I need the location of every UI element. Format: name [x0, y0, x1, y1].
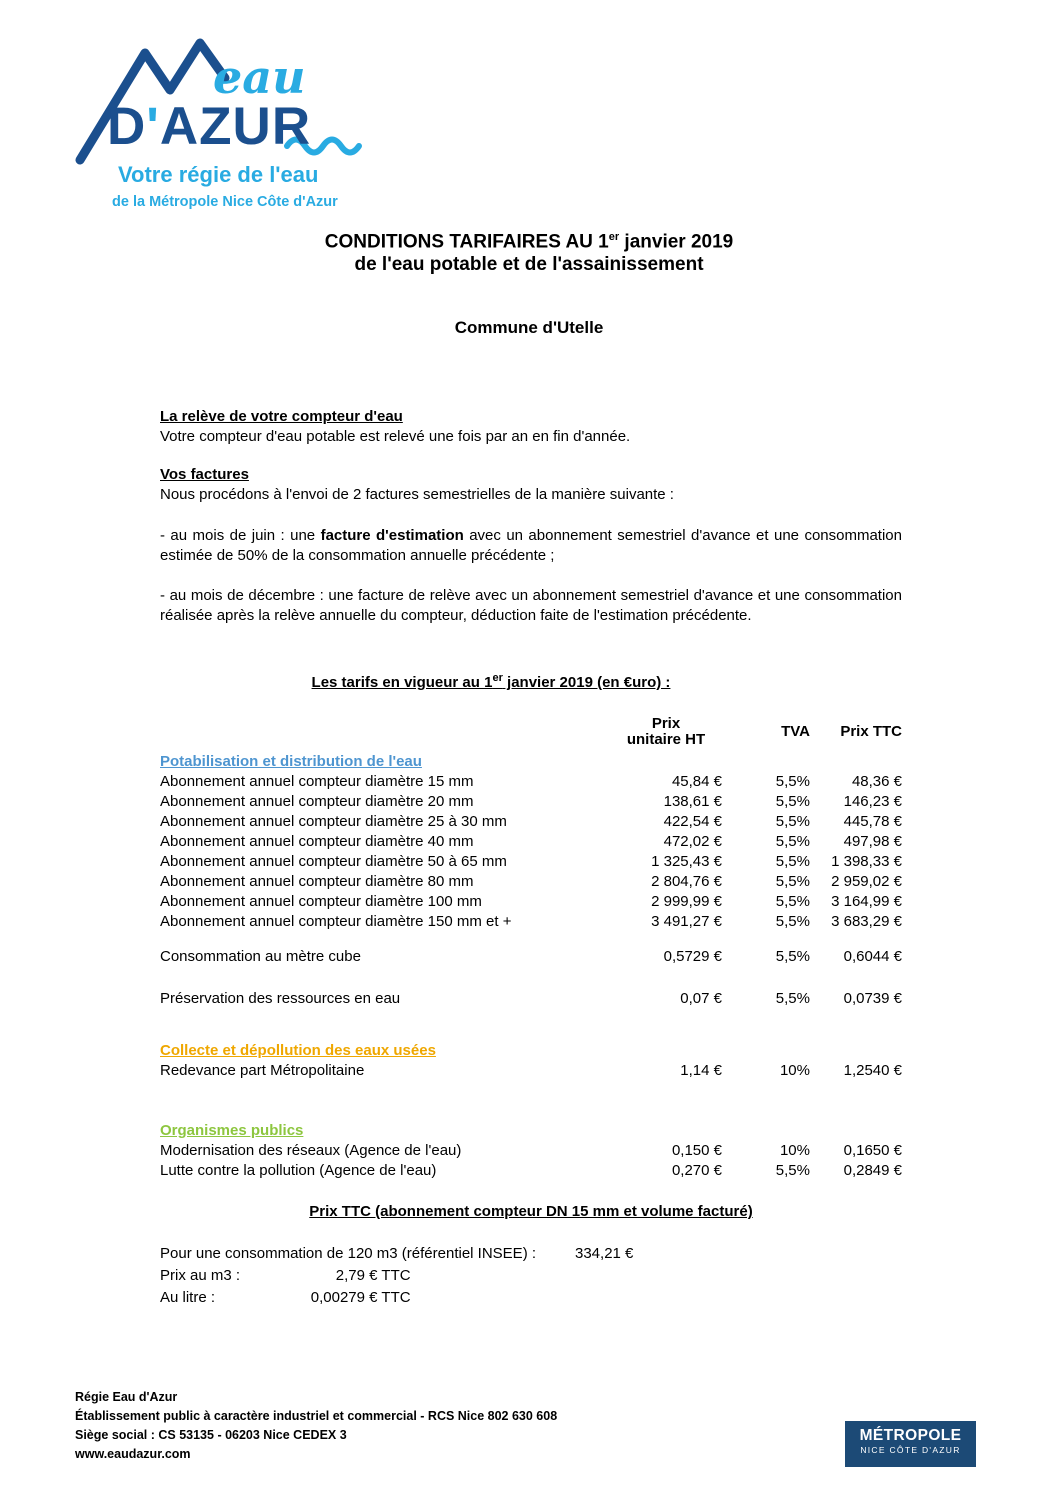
table-row	[160, 792, 902, 812]
row-tva: 5,5%	[775, 948, 810, 965]
header-label-cell	[160, 716, 605, 748]
footer-legal: Établissement public à caractère industriel et commercial - RCS Nice 802 630 608	[75, 1409, 558, 1423]
logo-tagline-2: de la Métropole Nice Côte d'Azur	[112, 194, 338, 210]
commune-title: Commune d'Utelle	[454, 318, 604, 337]
conso-line-m3	[160, 1265, 902, 1287]
row-label: Lutte contre la pollution (Agence de l'eau)	[160, 1162, 437, 1179]
footer-website-link[interactable]: www.eaudazur.com	[75, 1447, 191, 1461]
row-label: Redevance part Métropolitaine	[160, 1062, 365, 1079]
group-heading-potabilisation: Potabilisation et distribution de l'eau	[160, 753, 422, 770]
tarifs-heading-pre: Les tarifs en vigueur au 1	[311, 674, 493, 691]
row-tva: 10%	[779, 1062, 810, 1079]
factures-heading: Vos factures	[160, 466, 249, 483]
row-label: Abonnement annuel compteur diamètre 25 à 30 mm	[160, 813, 507, 830]
row-ttc: 0,1650 €	[843, 1142, 902, 1159]
row-ht: 138,61 €	[663, 793, 722, 810]
page-title	[0, 226, 1058, 276]
title-superscript: er	[608, 231, 620, 243]
conso-value: 0,00279	[310, 1289, 365, 1306]
row-tva: 5,5%	[775, 813, 810, 830]
logo-letter-d: D	[107, 97, 147, 156]
droplet-apostrophe-icon: '	[146, 97, 160, 156]
row-label: Abonnement annuel compteur diamètre 15 mm	[160, 773, 474, 790]
row-ttc: 2 959,02 €	[831, 873, 902, 890]
conso-value: 334,21 €	[575, 1245, 634, 1262]
row-label: Préservation des ressources en eau	[160, 990, 401, 1007]
spacer	[160, 1081, 902, 1121]
table-row	[160, 772, 902, 792]
row-ttc: 1,2540 €	[843, 1062, 902, 1079]
row-tva: 5,5%	[775, 873, 810, 890]
table-row-consommation	[160, 947, 902, 967]
table-header-row	[160, 716, 902, 748]
table-row	[160, 812, 902, 832]
bullet-decembre: - au mois de décembre : une facture de relève avec un abonnement semestriel d'avance et une consommation réalisée après la relève annuelle du compteur, déduction faite de l'estimation précédente.	[160, 587, 902, 624]
row-ht: 1 325,43 €	[651, 853, 722, 870]
row-ht: 45,84 €	[671, 773, 722, 790]
footer	[75, 1388, 557, 1464]
metropole-title: MÉTROPOLE	[859, 1427, 962, 1444]
conso-label: Prix au m3 :	[160, 1267, 241, 1284]
section-releve	[160, 407, 902, 447]
bullet-juin-post: avec un abonnement semestriel d'avance et une consommation estimée de 50% de la consommation annuelle précédente ;	[160, 527, 902, 564]
row-ht: 472,02 €	[663, 833, 722, 850]
row-ttc: 0,6044 €	[843, 948, 902, 965]
tarifs-heading-post: janvier 2019 (en €uro) :	[502, 674, 671, 691]
row-ht: 2 999,99 €	[651, 893, 722, 910]
conso-value: 2,79	[335, 1267, 365, 1284]
row-label: Modernisation des réseaux (Agence de l'eau)	[160, 1142, 462, 1159]
header-ht-line1: Prix	[651, 715, 681, 732]
row-ttc: 1 398,33 €	[831, 853, 902, 870]
logo-word-eau: eau	[213, 50, 306, 104]
conso-unit: € TTC	[365, 1289, 411, 1306]
row-label: Consommation au mètre cube	[160, 948, 361, 965]
row-tva: 5,5%	[775, 833, 810, 850]
conso-line-120m3	[160, 1243, 902, 1265]
bullet-juin	[160, 526, 902, 566]
row-ht: 422,54 €	[663, 813, 722, 830]
conso-label: Au litre :	[160, 1289, 216, 1306]
header-prix-unitaire-ht	[605, 716, 727, 748]
row-tva: 5,5%	[775, 793, 810, 810]
row-ttc: 146,23 €	[843, 793, 902, 810]
header-prix-ttc: Prix TTC	[840, 723, 902, 740]
row-tva: 5,5%	[775, 853, 810, 870]
row-ht: 0,5729 €	[663, 948, 722, 965]
metropole-subtitle: NICE CÔTE D'AZUR	[860, 1445, 961, 1455]
row-label: Abonnement annuel compteur diamètre 80 mm	[160, 873, 474, 890]
footer-address: Siège social : CS 53135 - 06203 Nice CEDEX 3	[75, 1428, 347, 1442]
row-ttc: 497,98 €	[843, 833, 902, 850]
row-tva: 5,5%	[775, 893, 810, 910]
header-tva: TVA	[781, 723, 810, 740]
row-tva: 10%	[779, 1142, 810, 1159]
table-row	[160, 892, 902, 912]
spacer	[160, 1009, 902, 1041]
title-line-1-text: CONDITIONS TARIFAIRES AU 1	[324, 231, 609, 253]
tarifs-heading-superscript: er	[492, 672, 503, 684]
row-ht: 0,07 €	[680, 990, 722, 1007]
row-ht: 3 491,27 €	[651, 913, 722, 930]
row-tva: 5,5%	[775, 913, 810, 930]
releve-heading: La relève de votre compteur d'eau	[160, 408, 403, 425]
row-ttc: 0,0739 €	[843, 990, 902, 1007]
bullet-juin-bold: facture d'estimation	[320, 527, 464, 544]
eau-dazur-logo	[75, 38, 415, 218]
factures-body: Nous procédons à l'envoi de 2 factures semestrielles de la manière suivante :	[160, 486, 674, 503]
spacer	[160, 932, 902, 947]
tarifs-heading	[120, 668, 862, 693]
table-row-lutte	[160, 1161, 902, 1181]
conso-line-litre	[160, 1287, 902, 1309]
row-ht: 1,14 €	[680, 1062, 722, 1079]
row-ttc: 3 164,99 €	[831, 893, 902, 910]
row-ttc: 445,78 €	[843, 813, 902, 830]
row-ttc: 48,36 €	[851, 773, 902, 790]
title-line-1	[0, 226, 1058, 253]
row-label: Abonnement annuel compteur diamètre 40 mm	[160, 833, 474, 850]
group-heading-organismes: Organismes publics	[160, 1122, 304, 1139]
title-line-1-date: janvier 2019	[619, 231, 734, 253]
row-ht: 0,150 €	[671, 1142, 722, 1159]
spacer	[160, 967, 902, 989]
group-heading-collecte: Collecte et dépollution des eaux usées	[160, 1042, 436, 1059]
row-label: Abonnement annuel compteur diamètre 50 à 65 mm	[160, 853, 507, 870]
table-row-redevance	[160, 1061, 902, 1081]
logo-word-dazur	[107, 96, 311, 157]
footer-company: Régie Eau d'Azur	[75, 1390, 178, 1404]
prix-ttc-heading: Prix TTC (abonnement compteur DN 15 mm et volume facturé)	[309, 1203, 753, 1220]
row-ttc: 0,2849 €	[843, 1162, 902, 1179]
row-tva: 5,5%	[775, 773, 810, 790]
bullet-juin-pre: - au mois de juin : une	[160, 527, 321, 544]
table-row	[160, 852, 902, 872]
row-tva: 5,5%	[775, 1162, 810, 1179]
row-ttc: 3 683,29 €	[831, 913, 902, 930]
conso-unit: € TTC	[365, 1267, 411, 1284]
section-factures	[160, 465, 902, 505]
title-line-2: de l'eau potable et de l'assainissement	[354, 254, 704, 276]
table-row-modernisation	[160, 1141, 902, 1161]
row-label: Abonnement annuel compteur diamètre 20 mm	[160, 793, 474, 810]
conso-label: Pour une consommation de 120 m3 (référentiel INSEE) :	[160, 1245, 537, 1262]
logo-tagline-1: Votre régie de l'eau	[118, 162, 319, 187]
table-row	[160, 912, 902, 932]
row-label: Abonnement annuel compteur diamètre 150 mm et +	[160, 913, 512, 930]
table-row-preservation	[160, 989, 902, 1009]
table-row	[160, 832, 902, 852]
header-ht-line2: unitaire HT	[626, 731, 706, 748]
releve-body: Votre compteur d'eau potable est relevé une fois par an en fin d'année.	[160, 428, 631, 445]
row-ht: 0,270 €	[671, 1162, 722, 1179]
metropole-logo	[845, 1421, 976, 1467]
logo-letters-azur: AZUR	[159, 97, 312, 156]
row-ht: 2 804,76 €	[651, 873, 722, 890]
row-tva: 5,5%	[775, 990, 810, 1007]
tarif-table	[160, 716, 902, 1181]
table-row	[160, 872, 902, 892]
consumption-summary	[160, 1243, 902, 1309]
row-label: Abonnement annuel compteur diamètre 100 mm	[160, 893, 482, 910]
